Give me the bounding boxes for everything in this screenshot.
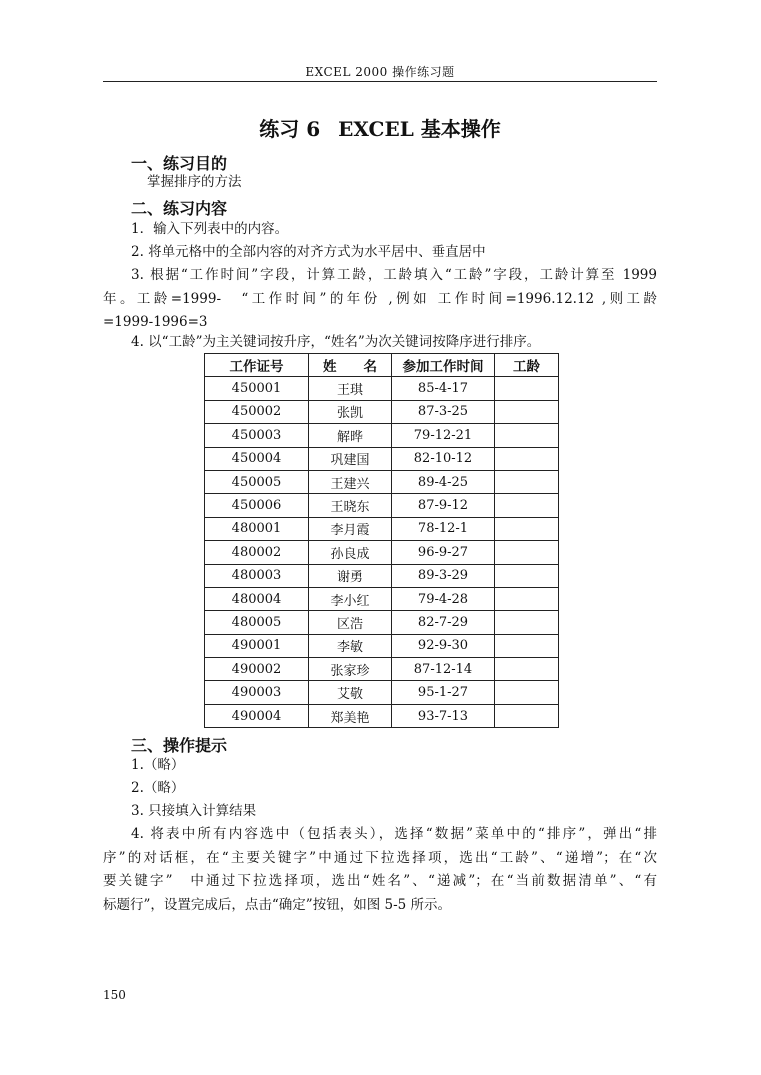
cell-name: 张家珍: [309, 658, 392, 681]
cell-start-date: 87-3-25: [392, 400, 495, 423]
table-row: [205, 704, 559, 727]
cell-name: 谢勇: [309, 564, 392, 587]
cell-seniority: [495, 541, 559, 564]
cell-start-date: 96-9-27: [392, 541, 495, 564]
cell-seniority: [495, 400, 559, 423]
tip-item-4-line-4: 标题行”，设置完成后，点击“确定”按钮，如图 5-5 所示。: [103, 896, 452, 913]
tip-item-2: 2.（略）: [131, 780, 185, 796]
table-header-row: [205, 354, 559, 377]
cell-seniority: [495, 634, 559, 657]
cell-id: 490003: [205, 681, 309, 704]
table-row: [205, 470, 559, 493]
cell-name: 王晓东: [309, 494, 392, 517]
cell-seniority: [495, 470, 559, 493]
cell-name: 区浩: [309, 611, 392, 634]
header-id: 工作证号: [205, 354, 309, 377]
content-item-2: 2. 将单元格中的全部内容的对齐方式为水平居中、垂直居中: [131, 244, 486, 260]
page-number: 150: [103, 988, 126, 1002]
cell-id: 490002: [205, 658, 309, 681]
cell-id: 450005: [205, 470, 309, 493]
cell-name: 王琪: [309, 377, 392, 400]
cell-start-date: 79-12-21: [392, 424, 495, 447]
cell-name: 孙良成: [309, 541, 392, 564]
cell-seniority: [495, 564, 559, 587]
table-row: [205, 587, 559, 610]
cell-seniority: [495, 681, 559, 704]
cell-name: 李小红: [309, 587, 392, 610]
cell-seniority: [495, 611, 559, 634]
exercise-name: EXCEL 基本操作: [338, 117, 501, 141]
cell-seniority: [495, 704, 559, 727]
content-item-3-line-1: 3. 根据“工作时间”字段，计算工龄，工龄填入“工龄”字段，工龄计算至 1999: [131, 267, 657, 283]
cell-seniority: [495, 494, 559, 517]
tip-item-1: 1.（略）: [131, 757, 185, 773]
cell-id: 450004: [205, 447, 309, 470]
cell-name: 巩建国: [309, 447, 392, 470]
cell-id: 490004: [205, 704, 309, 727]
table-row: [205, 494, 559, 517]
purpose-text: 掌握排序的方法: [147, 174, 242, 190]
exercise-number: 练习 6: [259, 117, 321, 141]
header-start-date: 参加工作时间: [392, 354, 495, 377]
tip-item-3: 3. 只接填入计算结果: [131, 803, 257, 819]
cell-start-date: 87-12-14: [392, 658, 495, 681]
section-heading-content: 二、练习内容: [131, 199, 228, 218]
running-header: EXCEL 2000 操作练习题: [305, 65, 455, 79]
cell-start-date: 82-7-29: [392, 611, 495, 634]
cell-start-date: 87-9-12: [392, 494, 495, 517]
section-heading-tips: 三、操作提示: [131, 736, 228, 755]
cell-id: 450006: [205, 494, 309, 517]
cell-name: 李敏: [309, 634, 392, 657]
cell-start-date: 89-3-29: [392, 564, 495, 587]
table-row: [205, 681, 559, 704]
cell-name: 李月霞: [309, 517, 392, 540]
cell-start-date: 82-10-12: [392, 447, 495, 470]
table-row: [205, 424, 559, 447]
section-heading-purpose: 一、练习目的: [131, 154, 228, 173]
header-seniority: 工龄: [495, 354, 559, 377]
cell-seniority: [495, 424, 559, 447]
cell-seniority: [495, 447, 559, 470]
cell-seniority: [495, 587, 559, 610]
tip-item-4: [103, 823, 657, 917]
cell-start-date: 93-7-13: [392, 704, 495, 727]
cell-start-date: 95-1-27: [392, 681, 495, 704]
cell-name: 解晔: [309, 424, 392, 447]
cell-id: 450003: [205, 424, 309, 447]
cell-id: 480001: [205, 517, 309, 540]
table-row: [205, 517, 559, 540]
cell-id: 450001: [205, 377, 309, 400]
table-row: [205, 564, 559, 587]
cell-id: 480002: [205, 541, 309, 564]
cell-start-date: 89-4-25: [392, 470, 495, 493]
cell-id: 490001: [205, 634, 309, 657]
cell-start-date: 78-12-1: [392, 517, 495, 540]
cell-id: 450002: [205, 400, 309, 423]
content-item-3-line-3: =1999-1996=3: [103, 314, 208, 330]
tip-item-4-line-1: 4. 将表中所有内容选中（包括表头），选择“数据”菜单中的“排序”，弹出“排: [131, 826, 657, 842]
table-row: [205, 658, 559, 681]
cell-name: 王建兴: [309, 470, 392, 493]
content-item-4: 4. 以“工龄”为主关键词按升序，“姓名”为次关键词按降序进行排序。: [131, 334, 541, 350]
cell-seniority: [495, 517, 559, 540]
table-row: [205, 541, 559, 564]
content-item-3-line-2: 年。工龄=1999- “工作时间”的年份 ,例如 工作时间=1996.12.12 ,则工龄: [103, 290, 657, 307]
header-name: 姓 名: [309, 354, 392, 377]
table-row: [205, 611, 559, 634]
cell-seniority: [495, 377, 559, 400]
table-row: [205, 634, 559, 657]
table-row: [205, 400, 559, 423]
cell-id: 480003: [205, 564, 309, 587]
cell-name: 张凯: [309, 400, 392, 423]
tip-item-4-line-3: 要关键字” 中通过下拉选择项，选出“姓名”、“递减”；在“当前数据清单”、“有: [103, 873, 657, 889]
cell-id: 480005: [205, 611, 309, 634]
content-item-1: 1．输入下列表中的内容。: [131, 221, 289, 237]
cell-id: 480004: [205, 587, 309, 610]
tip-item-4-line-2: 序”的对话框，在“主要关键字”中通过下拉选择项，选出“工龄”、“递增”；在“次: [103, 849, 657, 866]
cell-start-date: 79-4-28: [392, 587, 495, 610]
header-rule: [103, 81, 657, 82]
exercise-title: [103, 113, 657, 142]
cell-seniority: [495, 658, 559, 681]
cell-name: 郑美艳: [309, 704, 392, 727]
content-item-3: [103, 264, 657, 335]
employee-table: [204, 353, 559, 728]
cell-name: 艾敬: [309, 681, 392, 704]
cell-start-date: 85-4-17: [392, 377, 495, 400]
cell-start-date: 92-9-30: [392, 634, 495, 657]
table-row: [205, 377, 559, 400]
table-row: [205, 447, 559, 470]
